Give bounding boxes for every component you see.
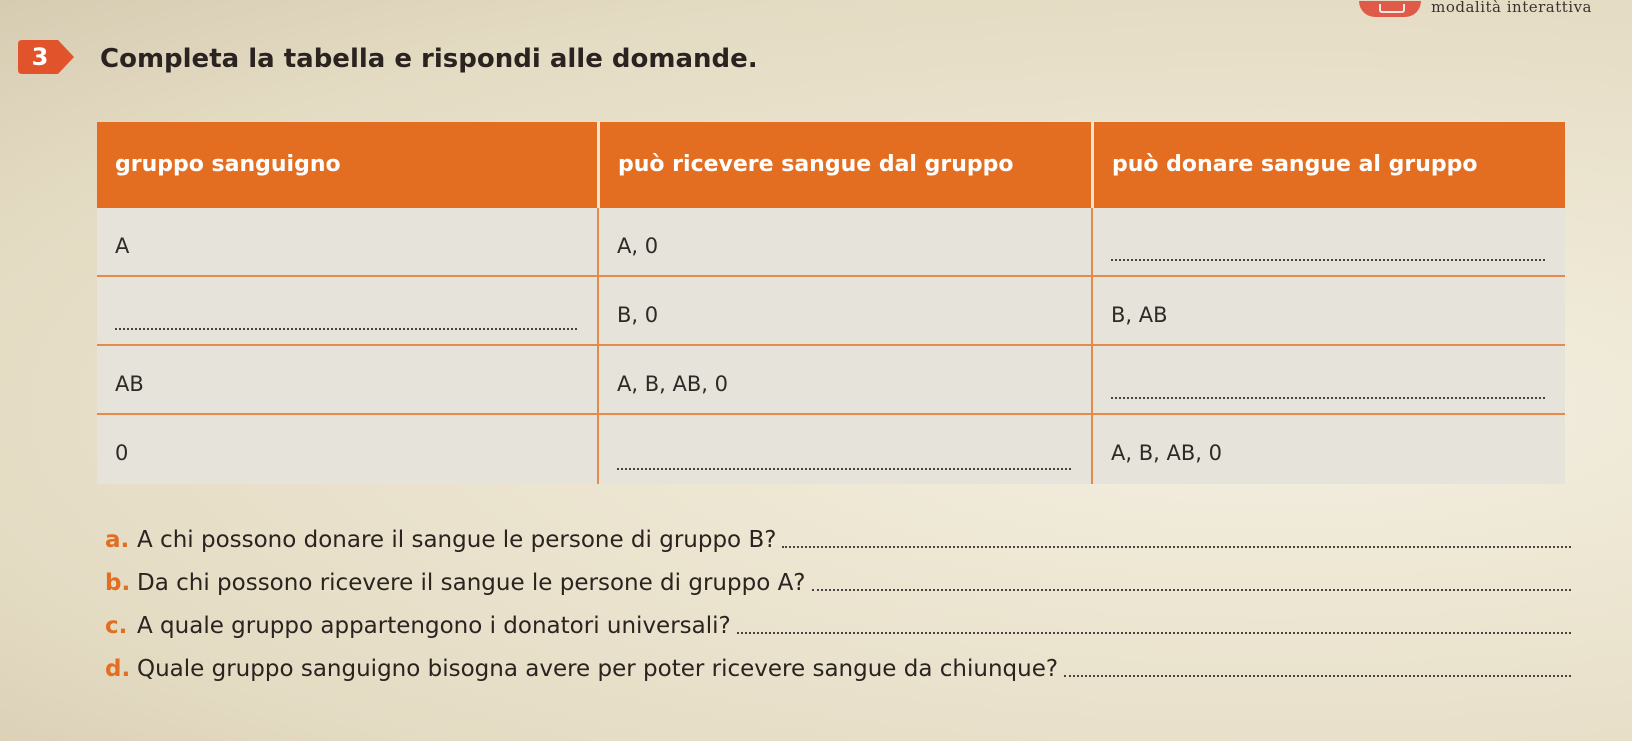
cell-receive: B, 0 [597,277,1091,344]
cell-group: 0 [115,441,129,465]
answer-line[interactable] [1064,675,1571,677]
question-item [105,639,1575,682]
question-list [105,510,1575,682]
question-text: Da chi possono ricevere il sangue le persone di gruppo A? [137,570,806,596]
answer-line[interactable] [782,546,1571,548]
question-letter: c. [105,613,128,639]
interactive-mode-icon[interactable] [1359,1,1421,17]
header-can-donate: può donare sangue al gruppo [1091,122,1565,208]
exercise-number-badge [18,40,74,74]
question-letter: d. [105,656,131,682]
answer-blank[interactable] [1111,397,1545,399]
question-letter: b. [105,570,131,596]
answer-line[interactable] [812,589,1571,591]
blood-group-table [97,122,1565,484]
answer-blank[interactable] [115,328,577,330]
exercise-instruction: Completa la tabella e rispondi alle domande. [100,44,758,74]
cell-receive-blank[interactable] [597,415,1091,484]
table-row [97,415,1565,484]
exercise-number: 3 [31,43,49,71]
answer-blank[interactable] [617,468,1071,470]
header-blood-group: gruppo sanguigno [115,152,341,177]
cell-group: A [115,234,130,258]
cell-group: AB [115,372,144,396]
cell-group-blank[interactable] [97,277,597,344]
table-row [97,277,1565,346]
interactive-mode-toggle[interactable] [1359,0,1592,18]
question-letter: a. [105,527,130,553]
table-body [97,208,1565,484]
question-item [105,510,1575,553]
interactive-mode-label: modalità interattiva [1431,0,1592,16]
cell-donate: A, B, AB, 0 [1091,415,1565,484]
answer-blank[interactable] [1111,259,1545,261]
cell-donate-blank[interactable] [1091,346,1565,413]
cell-donate-blank[interactable] [1091,208,1565,275]
header-can-receive: può ricevere sangue dal gruppo [597,122,1091,208]
cell-donate: B, AB [1091,277,1565,344]
cell-receive: A, B, AB, 0 [597,346,1091,413]
question-item [105,553,1575,596]
question-text: A quale gruppo appartengono i donatori universali? [137,613,731,639]
table-row [97,208,1565,277]
answer-line[interactable] [737,632,1571,634]
question-text: Quale gruppo sanguigno bisogna avere per poter ricevere sangue da chiunque? [137,656,1059,682]
question-text: A chi possono donare il sangue le persone di gruppo B? [137,527,777,553]
table-row [97,346,1565,415]
table-header [97,122,1565,208]
cell-receive: A, 0 [597,208,1091,275]
question-item [105,596,1575,639]
